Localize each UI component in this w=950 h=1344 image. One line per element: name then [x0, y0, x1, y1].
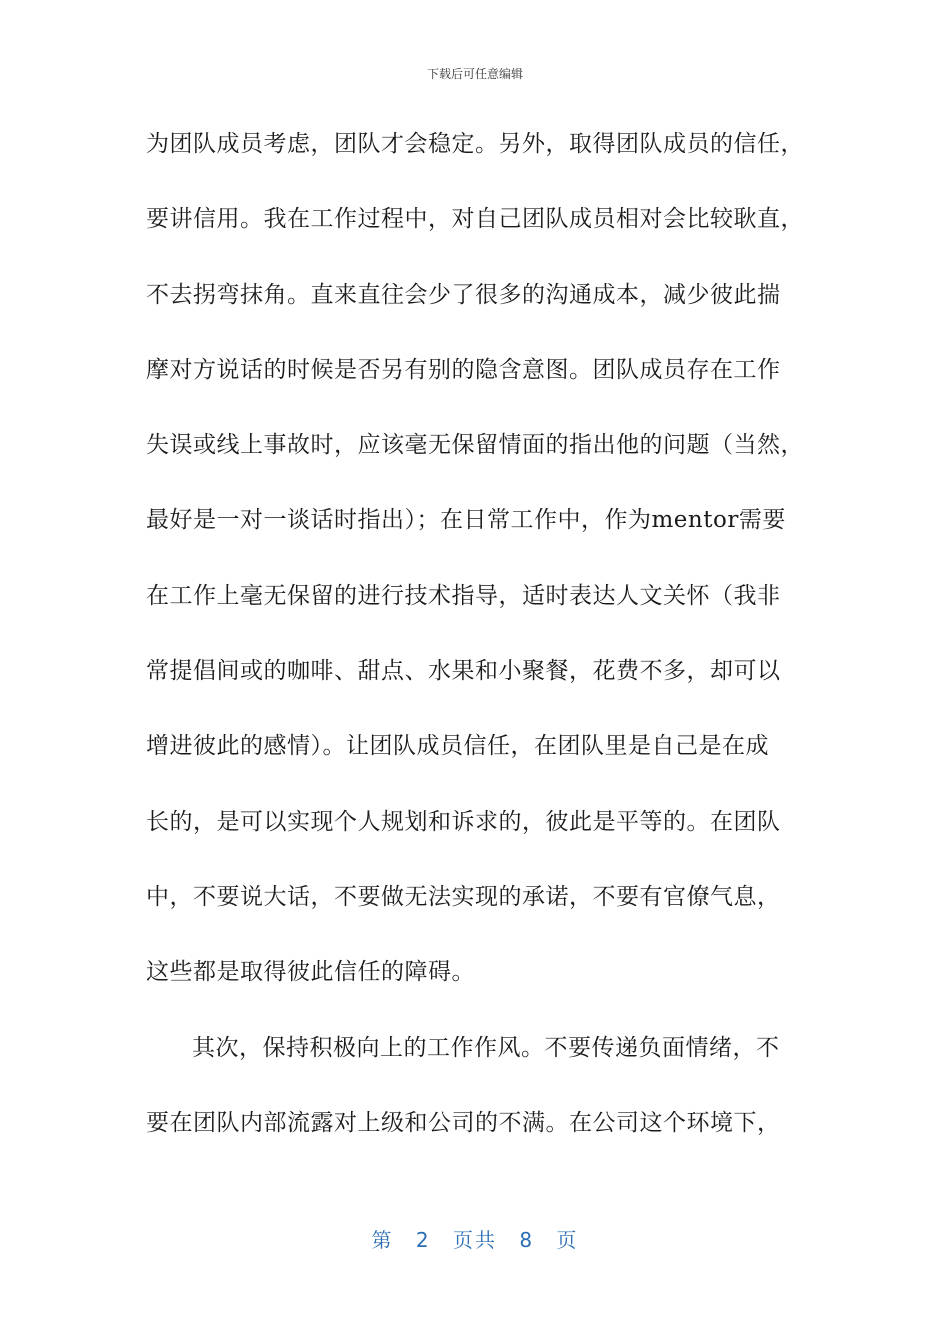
page-number: 第 2 页共 8 页: [371, 1228, 579, 1252]
text-line: 最好是一对一谈话时指出）；在日常工作中，作为mentor需要: [146, 507, 786, 534]
text-line: 为团队成员考虑，团队才会稳定。另外，取得团队成员的信任，: [146, 131, 804, 157]
paragraph-first-line: 其次，保持积极向上的工作作风。不要传递负面情绪，不: [192, 1034, 780, 1061]
text-line: 要在团队内部流露对上级和公司的不满。在公司这个环境下，: [146, 1109, 781, 1136]
text-line: 长的，是可以实现个人规划和诉求的，彼此是平等的。在团队: [146, 808, 781, 835]
text-line: 要讲信用。我在工作过程中，对自己团队成员相对会比较耿直，: [146, 206, 804, 233]
text-line: 不去拐弯抹角。直来直往会少了很多的沟通成本，减少彼此揣: [146, 281, 781, 308]
text-line: 在工作上毫无保留的进行技术指导，适时表达人文关怀（我非: [146, 582, 781, 609]
text-line: 摩对方说话的时候是否另有别的隐含意图。团队成员存在工作: [146, 356, 781, 383]
text-line: 常提倡间或的咖啡、甜点、水果和小聚餐，花费不多，却可以: [146, 658, 781, 685]
text-line: 失误或线上事故时，应该毫无保留情面的指出他的问题（当然，: [146, 432, 804, 459]
text-line: 中，不要说大话，不要做无法实现的承诺，不要有官僚气息，: [146, 883, 781, 910]
document-body: [146, 124, 816, 1178]
text-line: 增进彼此的感情）。让团队成员信任，在团队里是自己是在成: [146, 733, 769, 760]
page-header: 下载后可任意编辑: [426, 67, 523, 81]
text-line: 这些都是取得彼此信任的障碍。: [146, 959, 475, 986]
